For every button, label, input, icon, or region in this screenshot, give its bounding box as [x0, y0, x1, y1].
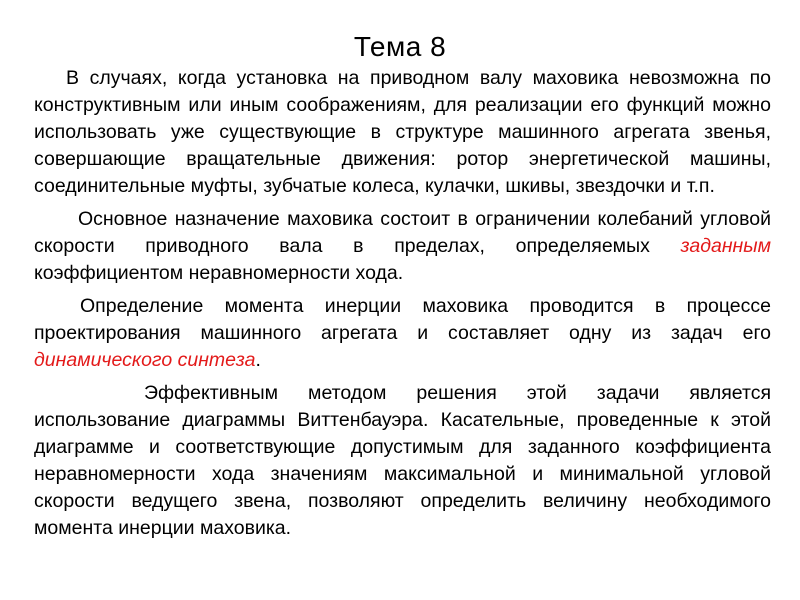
paragraph-2 [34, 206, 771, 287]
slide-body [34, 65, 771, 548]
paragraph-3-text-start: Определение момента инерции маховика проводится в процессе проектирования машинного агрегата и составляет одну из задач его [34, 295, 771, 344]
highlight-given: заданным [680, 235, 771, 257]
paragraph-2-text-end: коэффициентом неравномерности хода. [34, 262, 404, 284]
paragraph-2-text-start: Основное назначение маховика состоит в ограничении колебаний угловой скорости приводного вала в пределах, определяемых [34, 208, 771, 257]
paragraph-4: Эффективным методом решения этой задачи является использование диаграммы Виттенбауэра. Касательные, проведенные к этой диаграмме и соответствующие допустимым для заданного коэффициента неравномерности хода значениям максимальной и минимальной угловой скорости ведущего звена, позволяют определить величину необходимого момента инерции маховика. [34, 382, 771, 539]
slide-title: Тема 8 [353, 31, 447, 62]
paragraph-1: В случаях, когда установка на приводном валу маховика невозможна по конструктивным или иным соображениям, для реализации его функций можно использовать уже существующие в структуре машинного агрегата звенья, совершающие вращательные движения: ротор энергетической машины, соединительные муфты, зубчатые колеса, кулачки, шкивы, звездочки и т.п. [34, 67, 771, 197]
paragraph-3 [34, 293, 771, 374]
paragraph-3-text-end: . [255, 349, 261, 371]
highlight-dynamic-synthesis: динамического синтеза [34, 349, 256, 371]
